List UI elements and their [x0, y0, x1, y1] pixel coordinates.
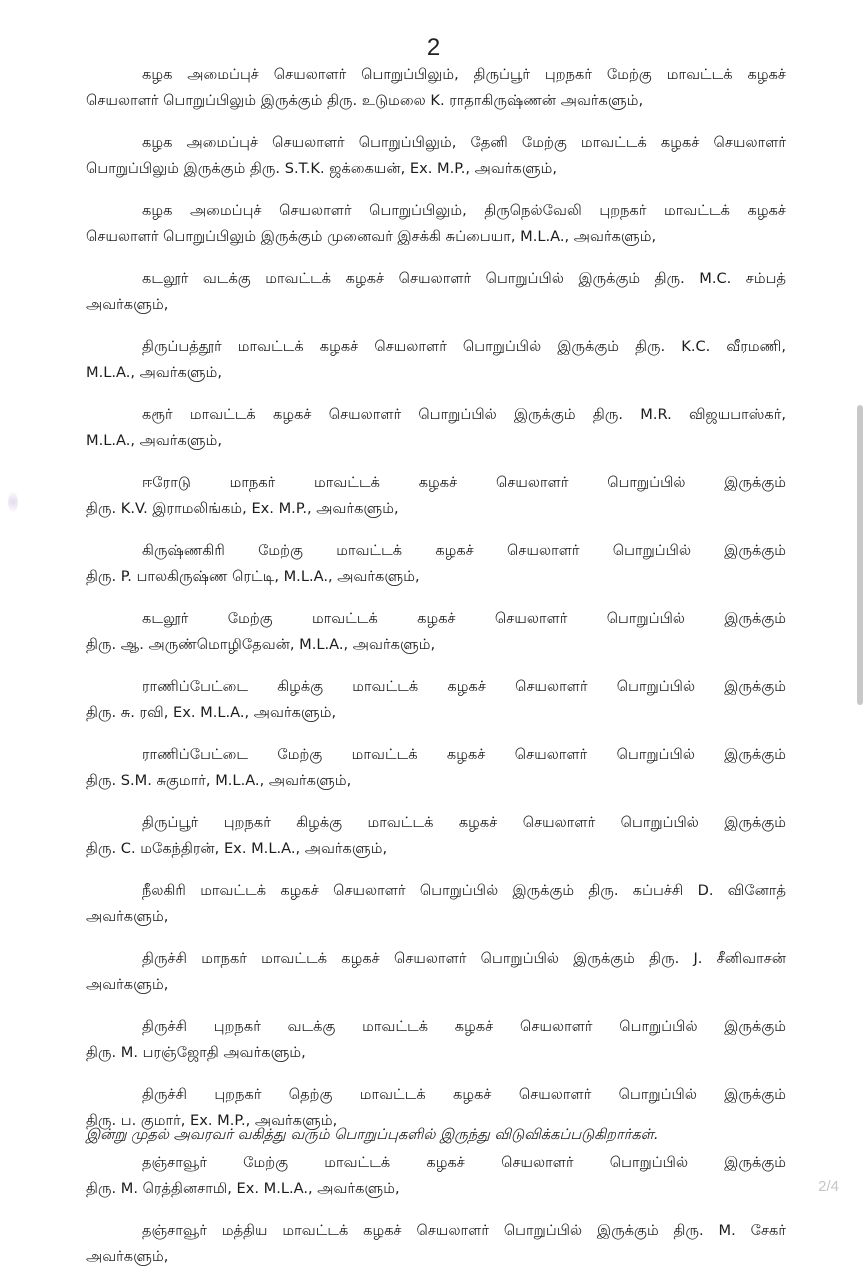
paragraph: [86, 1150, 786, 1202]
paragraph: [86, 810, 786, 862]
paragraph: [86, 334, 786, 386]
page-number: 2: [426, 34, 441, 61]
paper-mark: [8, 492, 18, 512]
paragraph: [86, 1014, 786, 1066]
paragraph-line: ராணிப்பேட்டை மேற்கு மாவட்டக் கழகச் செயலாளர் பொறுப்பில் இருக்கும்: [142, 746, 786, 763]
paragraph-line: ஈரோடு மாநகர் மாவட்டக் கழகச் செயலாளர் பொறுப்பில் இருக்கும்: [142, 474, 786, 491]
paragraph-line: திரு. ப. குமார், Ex. M.P., அவர்களும்,: [86, 1112, 338, 1129]
paragraph-line: திரு. P. பாலகிருஷ்ண ரெட்டி, M.L.A., அவர்களும்,: [86, 568, 420, 585]
scroll-indicator[interactable]: [857, 405, 863, 705]
paragraph-line: கடலூர் வடக்கு மாவட்டக் கழகச் செயலாளர் பொறுப்பில் இருக்கும் திரு. M.C. சம்பத்: [142, 270, 786, 287]
paragraph-line: கடலூர் மேற்கு மாவட்டக் கழகச் செயலாளர் பொறுப்பில் இருக்கும்: [142, 610, 786, 627]
paragraph-line: M.L.A., அவர்களும்,: [86, 432, 222, 449]
paragraph-line: கிருஷ்ணகிரி மேற்கு மாவட்டக் கழகச் செயலாளர் பொறுப்பில் இருக்கும்: [142, 542, 786, 559]
paragraph: [86, 606, 786, 658]
paragraph-line: திருச்சி புறநகர் வடக்கு மாவட்டக் கழகச் செயலாளர் பொறுப்பில் இருக்கும்: [142, 1018, 786, 1035]
paragraph-line: கழக அமைப்புச் செயலாளர் பொறுப்பிலும், தேனி மேற்கு மாவட்டக் கழகச் செயலாளர்: [142, 134, 786, 151]
paragraph: [86, 62, 786, 114]
paragraph-line: தஞ்சாவூர் மேற்கு மாவட்டக் கழகச் செயலாளர் பொறுப்பில் இருக்கும்: [142, 1154, 786, 1171]
paragraph-line: செயலாளர் பொறுப்பிலும் இருக்கும் திரு. உடுமலை K. ராதாகிருஷ்ணன் அவர்களும்,: [86, 92, 644, 109]
paragraph: [86, 470, 786, 522]
paragraph-line: தஞ்சாவூர் மத்திய மாவட்டக் கழகச் செயலாளர் பொறுப்பில் இருக்கும் திரு. M. சேகர்: [142, 1222, 786, 1239]
paragraph-line: நீலகிரி மாவட்டக் கழகச் செயலாளர் பொறுப்பில் இருக்கும் திரு. கப்பச்சி D. வினோத்: [142, 882, 786, 899]
paragraph-line: செயலாளர் பொறுப்பிலும் இருக்கும் முனைவர் இசக்கி சுப்பையா, M.L.A., அவர்களும்,: [86, 228, 657, 245]
paragraph-line: திரு. M. ரெத்தினசாமி, Ex. M.L.A., அவர்களும்,: [86, 1180, 400, 1197]
paragraph-line: திருச்சி புறநகர் தெற்கு மாவட்டக் கழகச் செயலாளர் பொறுப்பில் இருக்கும்: [142, 1086, 786, 1103]
paragraph-line: அவர்களும்,: [86, 296, 169, 313]
paragraph-line: திரு. C. மகேந்திரன், Ex. M.L.A., அவர்களும்,: [86, 840, 388, 857]
paragraph: [86, 946, 786, 998]
paragraph-line: திருப்பூர் புறநகர் கிழக்கு மாவட்டக் கழகச் செயலாளர் பொறுப்பில் இருக்கும்: [142, 814, 786, 831]
closing-statement: இன்று முதல் அவரவர் வகித்து வரும் பொறுப்புகளில் இருந்து விடுவிக்கப்படுகிறார்கள்.: [86, 1126, 659, 1143]
paragraph-line: திரு. S.M. சுகுமார், M.L.A., அவர்களும்,: [86, 772, 352, 789]
page-counter: 2/4: [818, 1178, 839, 1195]
paragraph-line: திருப்பத்தூர் மாவட்டக் கழகச் செயலாளர் பொறுப்பில் இருக்கும் திரு. K.C. வீரமணி,: [142, 338, 786, 355]
paragraph-line: திரு. சு. ரவி, Ex. M.L.A., அவர்களும்,: [86, 704, 337, 721]
paragraph: [86, 742, 786, 794]
paragraph-line: கழக அமைப்புச் செயலாளர் பொறுப்பிலும், திருப்பூர் புறநகர் மேற்கு மாவட்டக் கழகச்: [142, 66, 786, 83]
paragraph-line: திரு. ஆ. அருண்மொழிதேவன், M.L.A., அவர்களும்,: [86, 636, 436, 653]
paragraph: [86, 266, 786, 318]
document-body: [86, 62, 786, 1286]
paragraph: [86, 402, 786, 454]
paragraph: [86, 130, 786, 182]
paragraph-line: அவர்களும்,: [86, 976, 169, 993]
paragraph: [86, 674, 786, 726]
paragraph-line: திரு. K.V. இராமலிங்கம், Ex. M.P., அவர்களும்,: [86, 500, 399, 517]
paragraph-line: பொறுப்பிலும் இருக்கும் திரு. S.T.K. ஜக்கையன், Ex. M.P., அவர்களும்,: [86, 160, 558, 177]
paragraph-line: திருச்சி மாநகர் மாவட்டக் கழகச் செயலாளர் பொறுப்பில் இருக்கும் திரு. J. சீனிவாசன்: [142, 950, 786, 967]
paragraph-line: அவர்களும்,: [86, 908, 169, 925]
paragraph-line: அவர்களும்,: [86, 1248, 169, 1265]
paragraph: [86, 198, 786, 250]
paragraph-line: கரூர் மாவட்டக் கழகச் செயலாளர் பொறுப்பில் இருக்கும் திரு. M.R. விஜயபாஸ்கர்,: [142, 406, 786, 423]
paragraph-line: M.L.A., அவர்களும்,: [86, 364, 222, 381]
paragraph-line: ராணிப்பேட்டை கிழக்கு மாவட்டக் கழகச் செயலாளர் பொறுப்பில் இருக்கும்: [142, 678, 786, 695]
paragraph-line: கழக அமைப்புச் செயலாளர் பொறுப்பிலும், திருநெல்வேலி புறநகர் மாவட்டக் கழகச்: [142, 202, 786, 219]
paragraph-line: திரு. M. பரஞ்ஜோதி அவர்களும்,: [86, 1044, 306, 1061]
paragraph: [86, 538, 786, 590]
paragraph: [86, 878, 786, 930]
paragraph: [86, 1218, 786, 1270]
